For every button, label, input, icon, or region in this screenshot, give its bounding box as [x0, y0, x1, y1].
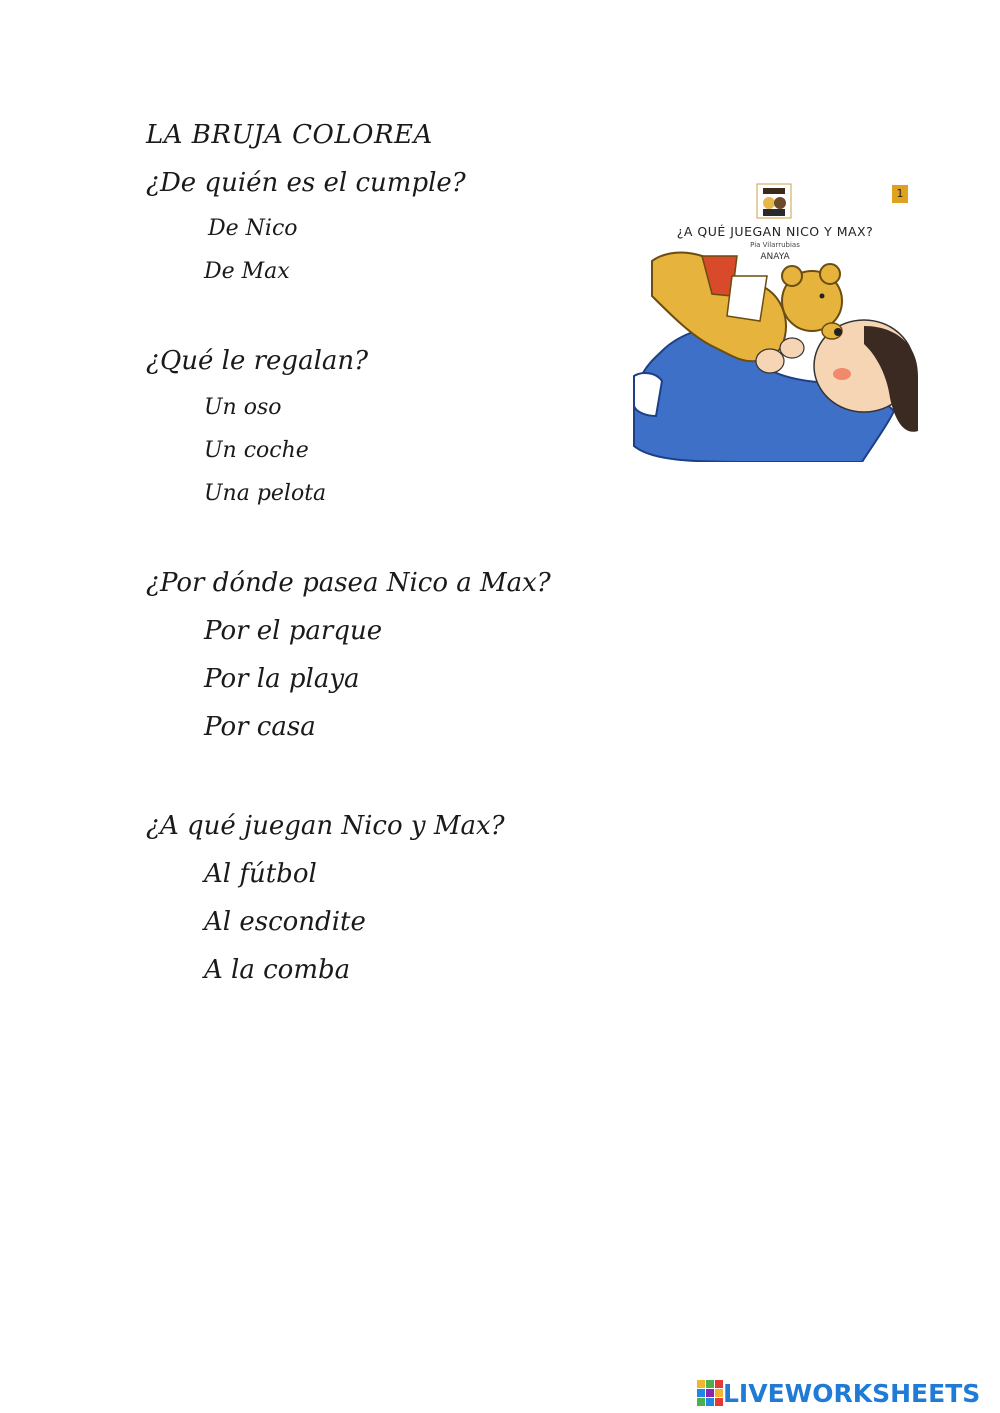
- question-1: ¿De quién es el cumple?: [146, 168, 466, 198]
- book-cover-image: [632, 176, 918, 462]
- answer-option[interactable]: Por el parque: [204, 616, 383, 646]
- answer-option[interactable]: Al fútbol: [204, 859, 317, 889]
- answer-option[interactable]: Una pelota: [204, 481, 327, 506]
- question-2: ¿Qué le regalan?: [146, 346, 369, 376]
- liveworksheets-logo[interactable]: [697, 1378, 980, 1408]
- cover-publisher: ANAYA: [760, 252, 790, 262]
- question-4: ¿A qué juegan Nico y Max?: [146, 811, 505, 841]
- cover-title: ¿A QUÉ JUEGAN NICO Y MAX?: [676, 224, 874, 239]
- answer-option[interactable]: Al escondite: [204, 907, 366, 937]
- cover-number-badge: 1: [892, 185, 908, 203]
- book-cover-illustration: [632, 176, 918, 462]
- page-title: LA BRUJA COLOREA: [146, 120, 433, 150]
- answer-option[interactable]: Por la playa: [204, 664, 360, 694]
- answer-option[interactable]: De Max: [204, 259, 290, 284]
- logo-text: LIVEWORKSHEETS: [723, 1378, 981, 1408]
- liveworksheets-logo-icon: [697, 1380, 723, 1406]
- answer-option[interactable]: De Nico: [208, 216, 298, 241]
- cover-author: Pia Vilarrubias: [750, 241, 800, 249]
- question-3: ¿Por dónde pasea Nico a Max?: [146, 568, 551, 598]
- series-logo-icon: [757, 184, 791, 218]
- answer-option[interactable]: Por casa: [204, 712, 316, 742]
- answer-option[interactable]: A la comba: [204, 955, 351, 985]
- answer-option[interactable]: Un coche: [204, 438, 309, 463]
- answer-option[interactable]: Un oso: [204, 395, 282, 420]
